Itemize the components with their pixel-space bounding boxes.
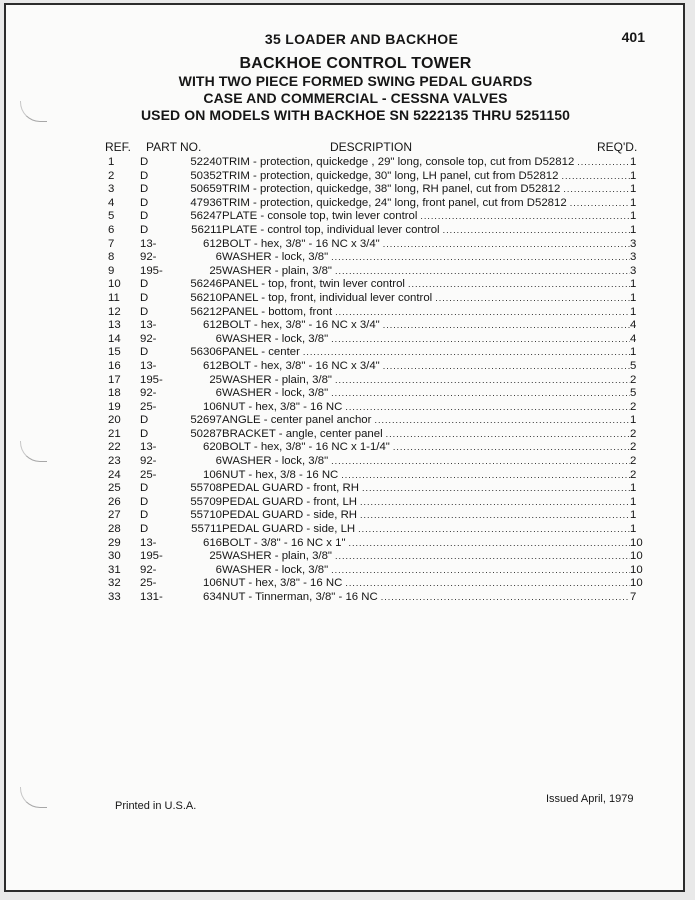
description-cell: [222, 577, 630, 591]
part-prefix: 92-: [140, 387, 157, 400]
part-prefix: 92-: [140, 563, 157, 576]
ref-number: 30: [108, 550, 121, 563]
description-cell: [222, 455, 630, 469]
part-description: BRACKET - angle, center panel: [222, 427, 383, 440]
description-cell: [222, 156, 630, 170]
quantity-required: 1: [630, 346, 637, 359]
part-number: 25: [209, 550, 222, 563]
part-number: 634: [202, 591, 222, 603]
part-number: 52240: [190, 156, 222, 168]
part-description: NUT - hex, 3/8 - 16 NC: [222, 468, 339, 481]
dot-leader: [338, 469, 630, 483]
quantity-required: 4: [630, 319, 637, 332]
parts-row: [0, 482, 695, 496]
part-description: NUT - hex, 3/8" - 16 NC: [222, 577, 343, 590]
part-prefix: D: [140, 427, 149, 440]
parts-row: [0, 564, 695, 578]
parts-row: [0, 537, 695, 551]
ref-number: 26: [108, 495, 121, 508]
ref-number: 21: [108, 427, 121, 440]
parts-row: [0, 346, 695, 360]
dot-leader: [574, 156, 630, 170]
part-prefix: 195-: [140, 550, 163, 563]
description-cell: [222, 482, 630, 496]
main-title: BACKHOE CONTROL TOWER: [239, 55, 472, 72]
part-prefix: D: [140, 414, 149, 427]
dot-leader: [357, 496, 630, 510]
quantity-required: 10: [630, 536, 643, 549]
quantity-required: 3: [630, 251, 637, 264]
parts-row: [0, 441, 695, 455]
part-number: 612: [202, 237, 222, 250]
quantity-required: 1: [630, 210, 637, 223]
part-description: WASHER - plain, 3/8": [222, 373, 332, 386]
dot-leader: [328, 387, 630, 401]
part-description: WASHER - plain, 3/8": [222, 264, 332, 277]
ref-number: 8: [108, 251, 115, 264]
section-title: 35 LOADER AND BACKHOE: [264, 31, 459, 47]
part-number: 55709: [190, 495, 222, 508]
ref-number: 6: [108, 223, 115, 236]
part-description: PANEL - top, front, individual lever control: [222, 291, 433, 304]
part-prefix: D: [140, 210, 149, 223]
part-number: 106: [202, 400, 222, 413]
ref-number: 7: [108, 237, 115, 250]
description-cell: [222, 292, 630, 306]
quantity-required: 2: [630, 441, 637, 454]
dot-leader: [432, 292, 630, 306]
part-prefix: D: [140, 346, 149, 359]
parts-row: [0, 306, 695, 320]
ref-number: 17: [108, 373, 121, 386]
title-block: [0, 54, 695, 124]
quantity-required: 1: [630, 509, 637, 522]
description-cell: [222, 251, 630, 265]
part-prefix: D: [140, 223, 149, 236]
description-cell: [222, 401, 630, 415]
ref-number: 9: [108, 264, 115, 277]
quantity-required: 1: [630, 183, 637, 196]
part-description: WASHER - lock, 3/8": [222, 455, 329, 468]
part-description: NUT - Tinnerman, 3/8" - 16 NC: [222, 591, 378, 603]
part-number: 6: [215, 251, 222, 264]
ref-number: 32: [108, 577, 121, 590]
parts-row: [0, 197, 695, 211]
page-number: 401: [621, 29, 645, 45]
subtitle-line-4: USED ON MODELS WITH BACKHOE SN 5222135 THRU 5251150: [140, 107, 571, 123]
dot-leader: [405, 278, 630, 292]
parts-row: [0, 360, 695, 374]
part-number: 6: [215, 455, 222, 468]
part-description: TRIM - protection, quickedge, 38" long, RH panel, cut from D52812: [222, 183, 561, 196]
description-cell: [222, 441, 630, 455]
part-number: 106: [202, 468, 222, 481]
part-prefix: 92-: [140, 251, 157, 264]
printed-in-note: Printed in U.S.A.: [115, 800, 197, 812]
dot-leader: [328, 564, 630, 578]
description-cell: [222, 224, 630, 238]
parts-row: [0, 428, 695, 442]
dot-leader: [383, 428, 630, 442]
quantity-required: 1: [630, 482, 637, 495]
dot-leader: [357, 509, 630, 523]
part-number: 616: [202, 536, 222, 549]
part-prefix: D: [140, 183, 149, 196]
part-description: WASHER - plain, 3/8": [222, 550, 332, 563]
parts-row: [0, 319, 695, 333]
dot-leader: [342, 577, 630, 591]
dot-leader: [567, 197, 630, 211]
ref-number: 11: [108, 291, 120, 304]
parts-row: [0, 550, 695, 564]
dot-leader: [346, 537, 630, 551]
quantity-required: 1: [630, 169, 637, 182]
dot-leader: [342, 401, 630, 415]
parts-row: [0, 591, 695, 605]
description-cell: [222, 374, 630, 388]
part-prefix: D: [140, 495, 149, 508]
part-description: PLATE - control top, individual lever control: [222, 223, 440, 236]
dot-leader: [371, 414, 630, 428]
description-cell: [222, 319, 630, 333]
part-description: NUT - hex, 3/8" - 16 NC: [222, 400, 343, 413]
dot-leader: [359, 482, 630, 496]
ref-number: 20: [108, 414, 121, 427]
part-number: 55711: [191, 523, 222, 536]
part-number: 6: [215, 563, 222, 576]
part-number: 620: [202, 441, 222, 454]
ref-number: 5: [108, 210, 115, 223]
column-header-part-no: PART NO.: [146, 140, 202, 154]
parts-row: [0, 333, 695, 347]
quantity-required: 1: [630, 523, 637, 536]
parts-row: [0, 170, 695, 184]
parts-row: [0, 278, 695, 292]
dot-leader: [332, 265, 630, 279]
dot-leader: [378, 591, 630, 605]
part-prefix: 13-: [140, 441, 157, 454]
part-number: 6: [215, 332, 222, 345]
subtitle-line-2: WITH TWO PIECE FORMED SWING PEDAL GUARDS: [178, 73, 533, 89]
issue-date: Issued April, 1979: [546, 793, 634, 805]
part-prefix: D: [140, 278, 149, 291]
description-cell: [222, 591, 630, 605]
parts-row: [0, 238, 695, 252]
description-cell: [222, 387, 630, 401]
quantity-required: 2: [630, 427, 637, 440]
part-prefix: 13-: [140, 319, 157, 332]
ref-number: 25: [108, 482, 121, 495]
part-number: 47936: [190, 196, 222, 209]
ref-number: 33: [108, 591, 121, 603]
part-description: BOLT - hex, 3/8" - 16 NC x 3/4": [222, 319, 380, 332]
part-description: WASHER - lock, 3/8": [222, 251, 329, 264]
parts-row: [0, 210, 695, 224]
dot-leader: [380, 238, 630, 252]
parts-row: [0, 509, 695, 523]
part-number: 50659: [190, 183, 222, 196]
binder-hole-mark: [20, 787, 47, 808]
ref-number: 29: [108, 536, 121, 549]
part-prefix: 13-: [140, 536, 157, 549]
part-description: PANEL - bottom, front: [222, 305, 333, 318]
description-cell: [222, 360, 630, 374]
part-prefix: D: [140, 291, 149, 304]
quantity-required: 1: [630, 156, 637, 168]
description-cell: [222, 333, 630, 347]
description-cell: [222, 306, 630, 320]
part-prefix: 13-: [140, 359, 157, 372]
dot-leader: [417, 210, 630, 224]
part-number: 25: [209, 373, 222, 386]
dot-leader: [328, 455, 630, 469]
description-cell: [222, 183, 630, 197]
dot-leader: [300, 346, 630, 360]
part-prefix: 195-: [140, 373, 163, 386]
dot-leader: [390, 441, 630, 455]
part-description: PEDAL GUARD - side, RH: [222, 509, 358, 522]
part-description: TRIM - protection, quickedge , 29" long, console top, cut from D52812: [222, 156, 575, 168]
column-header-description: DESCRIPTION: [330, 140, 413, 154]
ref-number: 2: [108, 169, 115, 182]
quantity-required: 1: [630, 223, 637, 236]
ref-number: 16: [108, 359, 121, 372]
dot-leader: [440, 224, 630, 238]
parts-row: [0, 496, 695, 510]
description-cell: [222, 523, 630, 537]
description-cell: [222, 197, 630, 211]
ref-number: 22: [108, 441, 121, 454]
column-header-reqd: REQ'D.: [597, 140, 638, 154]
parts-row: [0, 414, 695, 428]
part-number: 52697: [190, 414, 222, 427]
part-number: 56306: [190, 346, 222, 359]
quantity-required: 2: [630, 455, 637, 468]
parts-row: [0, 251, 695, 265]
part-prefix: 195-: [140, 264, 163, 277]
part-description: WASHER - lock, 3/8": [222, 332, 329, 345]
part-number: 55708: [190, 482, 222, 495]
part-prefix: D: [140, 156, 149, 168]
quantity-required: 1: [630, 414, 637, 427]
description-cell: [222, 346, 630, 360]
parts-row: [0, 183, 695, 197]
part-number: 55710: [190, 509, 222, 522]
part-number: 25: [209, 264, 222, 277]
ref-number: 4: [108, 196, 115, 209]
part-prefix: D: [140, 482, 149, 495]
part-description: PEDAL GUARD - side, LH: [222, 523, 356, 536]
quantity-required: 3: [630, 264, 637, 277]
part-description: PLATE - console top, twin lever control: [222, 210, 418, 223]
quantity-required: 1: [630, 278, 637, 291]
quantity-required: 10: [630, 550, 643, 563]
description-cell: [222, 170, 630, 184]
description-cell: [222, 509, 630, 523]
part-description: BOLT - hex, 3/8" - 16 NC x 3/4": [222, 359, 380, 372]
dot-leader: [355, 523, 630, 537]
part-number: 612: [202, 359, 222, 372]
parts-row: [0, 469, 695, 483]
ref-number: 13: [108, 319, 121, 332]
dot-leader: [380, 360, 630, 374]
description-cell: [222, 278, 630, 292]
part-prefix: D: [140, 523, 149, 536]
part-number: 56211: [191, 223, 222, 236]
parts-row: [0, 577, 695, 591]
part-description: PANEL - center: [222, 346, 300, 359]
part-prefix: D: [140, 305, 149, 318]
quantity-required: 2: [630, 373, 637, 386]
part-prefix: 92-: [140, 455, 157, 468]
parts-row: [0, 374, 695, 388]
dot-leader: [328, 251, 630, 265]
quantity-required: 10: [630, 577, 643, 590]
description-cell: [222, 414, 630, 428]
quantity-required: 5: [630, 387, 637, 400]
part-description: TRIM - protection, quickedge, 30" long, LH panel, cut from D52812: [222, 169, 559, 182]
part-description: WASHER - lock, 3/8": [222, 387, 329, 400]
ref-number: 1: [108, 156, 115, 168]
description-cell: [222, 564, 630, 578]
quantity-required: 5: [630, 359, 637, 372]
part-description: PANEL - top, front, twin lever control: [222, 278, 405, 291]
part-number: 6: [215, 387, 222, 400]
part-prefix: 13-: [140, 237, 157, 250]
dot-leader: [380, 319, 630, 333]
ref-number: 10: [108, 278, 121, 291]
parts-row: [0, 401, 695, 415]
part-description: BOLT - hex, 3/8" - 16 NC x 3/4": [222, 237, 380, 250]
ref-number: 15: [108, 346, 121, 359]
part-number: 56212: [190, 305, 222, 318]
dot-leader: [328, 333, 630, 347]
part-description: PEDAL GUARD - front, LH: [222, 495, 358, 508]
part-number: 56210: [190, 291, 222, 304]
parts-row: [0, 224, 695, 238]
column-header-ref: REF.: [105, 140, 132, 154]
part-number: 612: [202, 319, 222, 332]
quantity-required: 1: [630, 196, 637, 209]
part-description: TRIM - protection, quickedge, 24" long, front panel, cut from D52812: [222, 196, 567, 209]
ref-number: 27: [108, 509, 121, 522]
part-description: BOLT - 3/8" - 16 NC x 1": [222, 536, 346, 549]
quantity-required: 4: [630, 332, 637, 345]
part-prefix: 25-: [140, 400, 157, 413]
parts-row: [0, 292, 695, 306]
part-prefix: 92-: [140, 332, 157, 345]
part-prefix: 25-: [140, 468, 157, 481]
dot-leader: [558, 170, 630, 184]
description-cell: [222, 550, 630, 564]
ref-number: 12: [108, 305, 121, 318]
ref-number: 18: [108, 387, 121, 400]
ref-number: 19: [108, 400, 121, 413]
part-description: ANGLE - center panel anchor: [222, 414, 372, 427]
part-prefix: D: [140, 509, 149, 522]
part-number: 50287: [190, 427, 222, 440]
quantity-required: 1: [630, 291, 637, 304]
description-cell: [222, 537, 630, 551]
part-number: 56247: [190, 210, 222, 223]
quantity-required: 2: [630, 400, 637, 413]
parts-row: [0, 387, 695, 401]
parts-row: [0, 455, 695, 469]
part-description: WASHER - lock, 3/8": [222, 563, 329, 576]
description-cell: [222, 496, 630, 510]
parts-list: [0, 156, 695, 605]
ref-number: 3: [108, 183, 115, 196]
dot-leader: [560, 183, 630, 197]
part-prefix: 131-: [140, 591, 163, 603]
quantity-required: 1: [630, 495, 637, 508]
dot-leader: [332, 374, 630, 388]
part-prefix: D: [140, 196, 149, 209]
quantity-required: 1: [630, 305, 637, 318]
parts-row: [0, 265, 695, 279]
description-cell: [222, 428, 630, 442]
ref-number: 28: [108, 523, 121, 536]
part-number: 50352: [190, 169, 222, 182]
parts-row: [0, 156, 695, 170]
part-prefix: D: [140, 169, 149, 182]
ref-number: 31: [108, 563, 121, 576]
parts-row: [0, 523, 695, 537]
subtitle-line-3: CASE AND COMMERCIAL - CESSNA VALVES: [203, 90, 508, 106]
description-cell: [222, 210, 630, 224]
dot-leader: [332, 306, 630, 320]
quantity-required: 10: [630, 563, 643, 576]
quantity-required: 2: [630, 468, 637, 481]
quantity-required: 7: [630, 591, 637, 603]
part-prefix: 25-: [140, 577, 157, 590]
description-cell: [222, 265, 630, 279]
ref-number: 23: [108, 455, 121, 468]
ref-number: 14: [108, 332, 121, 345]
part-description: BOLT - hex, 3/8" - 16 NC x 1-1/4": [222, 441, 390, 454]
description-cell: [222, 238, 630, 252]
part-number: 106: [202, 577, 222, 590]
part-number: 56246: [190, 278, 222, 291]
part-description: PEDAL GUARD - front, RH: [222, 482, 359, 495]
description-cell: [222, 469, 630, 483]
dot-leader: [332, 550, 630, 564]
ref-number: 24: [108, 468, 121, 481]
quantity-required: 3: [630, 237, 637, 250]
